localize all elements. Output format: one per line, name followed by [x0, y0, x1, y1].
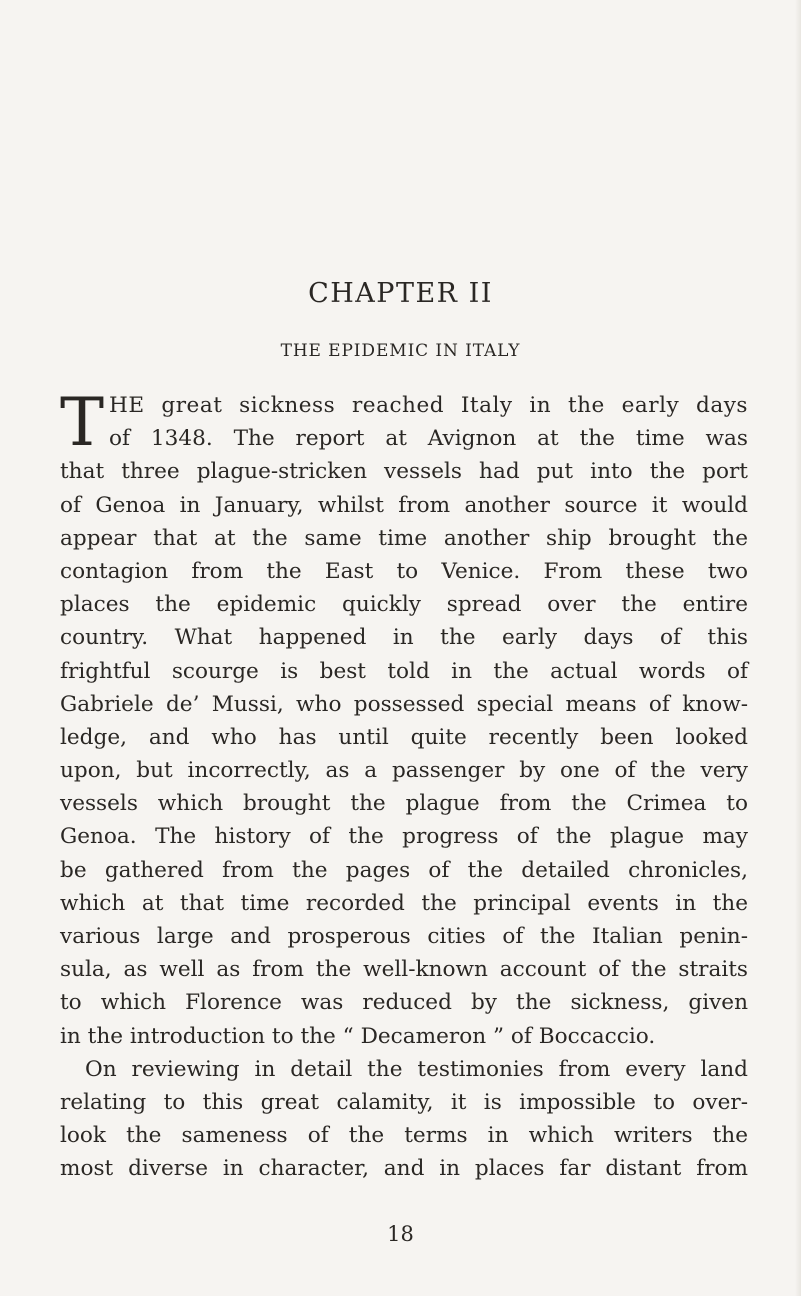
paragraph-line: in the introduction to the “ Decameron ” of Boccaccio.: [60, 1023, 656, 1049]
paragraph-line: ledge, and who has until quite recently been looked: [60, 724, 748, 750]
paragraph-line: of Genoa in January, whilst from another source it would: [60, 492, 748, 518]
paragraph-line: Gabriele de’ Mussi, who possessed special means of know-: [60, 691, 748, 717]
paragraph-line: vessels which brought the plague from the Crimea to: [60, 791, 748, 817]
paragraph-line: of 1348. The report at Avignon at the time was: [109, 426, 748, 452]
paragraph-line: various large and prosperous cities of the Italian penin-: [60, 924, 748, 949]
chapter-title: CHAPTER II: [308, 278, 493, 309]
paragraph-line: appear that at the same time another ship brought the: [60, 525, 748, 551]
paragraph-line: sula, as well as from the well-known account of the straits: [60, 957, 748, 983]
scan-edge-shadow: [795, 0, 801, 1296]
paragraph-line: On reviewing in detail the testimonies from every land: [85, 1056, 748, 1082]
paragraph-line: upon, but incorrectly, as a passenger by one of the very: [60, 758, 748, 784]
paragraph-line: look the sameness of the terms in which writers the: [60, 1123, 748, 1149]
paragraph-line: which at that time recorded the principal events in the: [60, 890, 748, 916]
page-number: 18: [387, 1222, 414, 1246]
drop-cap: T: [60, 384, 105, 461]
paragraph-line: frightful scourge is best told in the actual words of: [60, 658, 748, 684]
paragraph-line: be gathered from the pages of the detailed chronicles,: [60, 857, 748, 883]
paragraph-line: Genoa. The history of the progress of the plague may: [60, 824, 748, 850]
paragraph-line: that three plague-stricken vessels had put into the port: [60, 459, 748, 485]
line-text: HE great sickness reached Italy in the early days: [109, 393, 748, 418]
body-text: [60, 384, 748, 1186]
paragraph-line: places the epidemic quickly spread over the entire: [60, 592, 748, 618]
paragraph-line: most diverse in character, and in places far distant from: [60, 1156, 748, 1182]
paragraph-line: contagion from the East to Venice. From these two: [60, 558, 748, 584]
paragraph-line: country. What happened in the early days of this: [60, 625, 748, 651]
paragraph-line: to which Florence was reduced by the sickness, given: [60, 990, 748, 1016]
chapter-subtitle: THE EPIDEMIC IN ITALY: [280, 341, 521, 361]
paragraph-line: relating to this great calamity, it is impossible to over-: [60, 1089, 748, 1115]
